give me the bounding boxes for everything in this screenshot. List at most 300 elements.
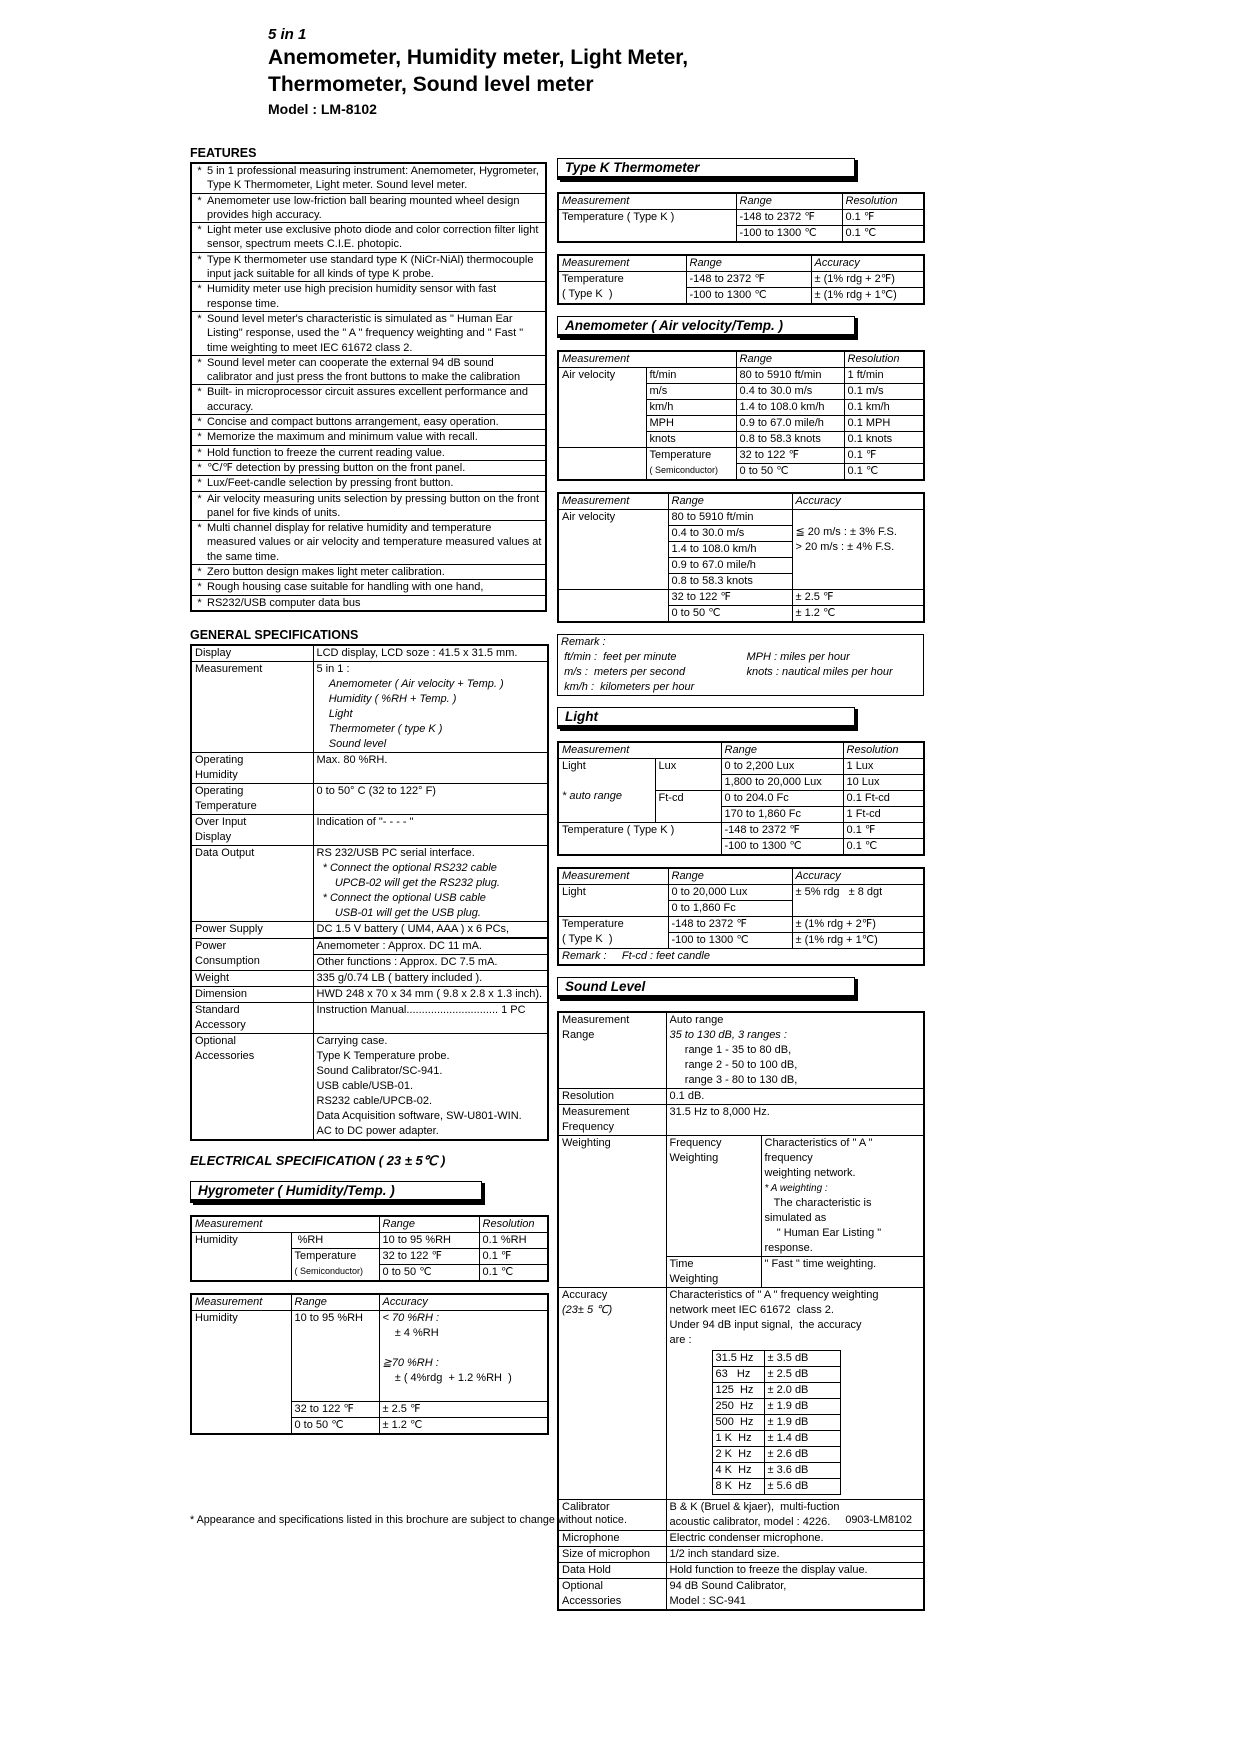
text-line: Temperature xyxy=(562,918,624,930)
table-cell xyxy=(655,759,721,791)
feature-item xyxy=(192,384,545,414)
table-cell xyxy=(844,400,924,416)
table-row xyxy=(558,448,924,464)
table-row xyxy=(558,1563,924,1579)
table-cell xyxy=(379,1417,548,1434)
text-line: Accuracy xyxy=(795,870,841,882)
text-line: ± (1% rdg + 2℉) xyxy=(795,918,876,930)
table-cell xyxy=(646,432,736,448)
text-line: Anemometer : Approx. DC 11 mA. xyxy=(316,939,482,952)
text-line: -148 to 2372 ℉ xyxy=(724,824,800,836)
table-row xyxy=(191,1310,548,1401)
table-cell xyxy=(712,1431,764,1447)
text-line: 0.1 ℉ xyxy=(845,211,875,223)
text-line: Thermometer ( type K ) xyxy=(316,722,443,735)
text-line: MPH xyxy=(649,417,674,429)
text-line: Accuracy xyxy=(795,495,841,507)
table-cell xyxy=(736,384,844,400)
table-cell xyxy=(191,645,313,662)
table-row xyxy=(191,1033,548,1140)
text-line: Range xyxy=(671,870,704,882)
text-line: 0 to 50° C (32 to 122° F) xyxy=(316,784,436,797)
text-line: 0 to 1,860 Fc xyxy=(671,902,736,914)
text-line: HWD 248 x 70 x 34 mm ( 9.8 x 2.8 x 1.3 inch). xyxy=(316,987,543,1000)
feature-item xyxy=(192,222,545,252)
table-cell xyxy=(379,1216,479,1233)
table-row xyxy=(712,1479,840,1495)
feature-text: Light meter use exclusive photo diode and color correction filter light sensor, spectrum meets C.I.E. photopic. xyxy=(207,224,539,251)
text-line: 5 in 1 : xyxy=(316,662,350,675)
text-line: Weight xyxy=(195,971,230,984)
feature-item xyxy=(192,355,545,385)
table-cell xyxy=(668,606,792,623)
table-cell xyxy=(712,1383,764,1399)
feature-text: Concise and compact buttons arrangement, easy operation. xyxy=(207,416,499,429)
table-cell xyxy=(843,823,924,839)
text-line: ( Type K ) xyxy=(562,288,613,300)
table-cell xyxy=(736,416,844,432)
table-cell xyxy=(313,845,548,921)
table-cell xyxy=(313,954,548,970)
text-line: LCD display, LCD soze : 41.5 x 31.5 mm. xyxy=(316,646,518,659)
table-cell xyxy=(792,933,924,949)
anemometer-accuracy-table xyxy=(557,492,925,623)
table-cell xyxy=(558,742,721,759)
feature-bullet: * xyxy=(197,165,202,177)
text-line: Temperature ( Type K ) xyxy=(562,211,675,223)
text-line: 1.4 to 108.0 km/h xyxy=(739,401,825,413)
table-cell xyxy=(666,1547,924,1563)
table-cell xyxy=(668,574,792,590)
table-cell xyxy=(686,288,811,305)
text-line: Light xyxy=(562,886,586,898)
table-cell xyxy=(792,590,924,606)
table-cell xyxy=(379,1264,479,1281)
text-line: ± 1.4 dB xyxy=(767,1432,809,1444)
table-cell xyxy=(736,226,842,243)
feature-bullet: * xyxy=(197,386,202,399)
table-cell xyxy=(291,1248,379,1281)
table-cell xyxy=(843,742,924,759)
page-footer xyxy=(190,1514,912,1526)
feature-bullet: * xyxy=(197,253,202,266)
left-column xyxy=(190,146,547,1446)
text-line: Temperature xyxy=(649,449,712,461)
text-line: ( Type K ) xyxy=(562,933,613,945)
text-line: ± 5.6 dB xyxy=(767,1480,809,1492)
text-line: 0 to 204.0 Fc xyxy=(724,792,789,804)
table-cell xyxy=(479,1264,548,1281)
table-cell xyxy=(842,193,924,210)
feature-text: Type K thermometer use standard type K (NiCr-NiAl) thermocouple input jack suitable for all kinds of type K probe. xyxy=(207,253,534,281)
text-line: 32 to 122 ℉ xyxy=(382,1249,442,1262)
footer-note: * Appearance and specifications listed in this brochure are subject to change without notice. xyxy=(190,1514,627,1526)
text-line: RS232 cable/UPCB-02. xyxy=(316,1094,433,1107)
table-cell xyxy=(668,933,792,949)
table-cell xyxy=(668,558,792,574)
table-cell xyxy=(558,823,721,856)
table-row xyxy=(558,1547,924,1563)
text-line: 0.1 ℃ xyxy=(482,1265,514,1278)
text-line: knots : nautical miles per hour xyxy=(746,666,893,678)
text-line: 31.5 Hz xyxy=(715,1352,754,1364)
table-row xyxy=(558,680,924,696)
text-line: Sound level xyxy=(316,737,387,750)
feature-item xyxy=(192,595,545,610)
table-cell xyxy=(668,542,792,558)
text-line: ± (1% rdg + 1℃) xyxy=(795,934,878,946)
table-cell xyxy=(191,783,313,814)
feature-bullet: * xyxy=(197,477,202,490)
text-line: Humidity xyxy=(195,1233,238,1246)
table-cell xyxy=(666,1579,924,1611)
text-line: Resolution xyxy=(845,195,898,207)
text-line: network meet IEC 61672 class 2. xyxy=(669,1304,834,1316)
text-line: ( Semiconductor) xyxy=(649,465,719,475)
table-cell xyxy=(558,868,668,885)
table-cell xyxy=(313,986,548,1002)
table-row xyxy=(558,665,924,680)
table-row xyxy=(558,759,924,775)
feature-bullet: * xyxy=(197,522,202,535)
text-line: Measurement xyxy=(562,1014,630,1026)
table-row xyxy=(558,272,924,288)
table-cell xyxy=(313,752,548,783)
text-line: Ft-cd xyxy=(658,792,684,804)
table-cell xyxy=(764,1447,840,1463)
text-line: (23± 5 ℃) xyxy=(562,1304,613,1316)
table-cell xyxy=(191,1232,291,1281)
text-line: 32 to 122 ℉ xyxy=(671,591,731,603)
text-line: Optional xyxy=(195,1034,236,1047)
feature-text: Rough housing case suitable for handling with one hand, xyxy=(207,581,484,594)
feature-bullet: * xyxy=(197,312,202,325)
table-cell xyxy=(558,759,655,823)
table-row xyxy=(558,1288,924,1500)
table-cell xyxy=(191,938,313,970)
table-row xyxy=(191,661,548,752)
text-line: USB-01 will get the USB plug. xyxy=(316,906,481,919)
text-line: %RH xyxy=(294,1233,324,1246)
text-line: km/h : kilometers per hour xyxy=(561,681,695,693)
electrical-spec-heading: ELECTRICAL SPECIFICATION ( 23 ± 5℃ ) xyxy=(190,1152,446,1168)
text-line: B & K (Bruel & kjaer), multi-fuction xyxy=(669,1501,840,1513)
text-line: ± 2.5 ℉ xyxy=(795,591,834,603)
text-line: 0 to 50 ℃ xyxy=(382,1265,432,1278)
features-heading: FEATURES xyxy=(190,146,257,160)
anemometer-remark-wrap xyxy=(557,634,926,696)
table-cell xyxy=(668,510,792,526)
table-cell xyxy=(558,917,668,949)
text-line: Calibrator xyxy=(562,1501,610,1513)
text-line: ft/min xyxy=(649,369,677,381)
text-line xyxy=(796,510,921,525)
table-row xyxy=(558,193,924,210)
table-row xyxy=(191,1002,548,1033)
table-row xyxy=(558,1012,924,1089)
table-cell xyxy=(191,1216,379,1233)
table-cell xyxy=(646,448,736,481)
anemometer-resolution-table-wrap xyxy=(557,350,926,481)
text-line: Display xyxy=(195,830,232,843)
table-row xyxy=(558,885,924,901)
table-cell xyxy=(721,823,843,839)
text-line: ± 1.9 dB xyxy=(767,1400,809,1412)
text-line: Measurement xyxy=(562,744,630,756)
table-row xyxy=(712,1447,840,1463)
table-cell xyxy=(666,1136,761,1257)
thermometer-resolution-table-wrap xyxy=(557,192,926,243)
table-cell xyxy=(843,839,924,856)
table-cell xyxy=(666,1105,924,1136)
text-line: Measurement xyxy=(195,1217,263,1230)
table-cell xyxy=(191,1310,291,1434)
text-line: km/h xyxy=(649,401,674,413)
text-line: 0 to 50 ℃ xyxy=(294,1418,344,1431)
table-cell xyxy=(736,351,844,368)
table-cell xyxy=(558,272,686,305)
text-line: ± 2.5 dB xyxy=(767,1368,809,1380)
table-cell xyxy=(792,606,924,623)
light-accuracy-table-wrap xyxy=(557,867,926,966)
table-cell xyxy=(764,1431,840,1447)
table-row xyxy=(558,510,924,526)
text-line: Sound Calibrator/SC-941. xyxy=(316,1064,443,1077)
table-row xyxy=(558,823,924,839)
table-cell xyxy=(736,193,842,210)
table-cell xyxy=(291,1294,379,1311)
table-row xyxy=(191,783,548,814)
table-cell xyxy=(313,783,548,814)
text-line: Air velocity xyxy=(562,511,616,523)
table-cell xyxy=(558,493,668,510)
text-line: MPH : miles per hour xyxy=(746,651,850,663)
table-cell xyxy=(843,775,924,791)
table-cell xyxy=(191,1002,313,1033)
table-cell xyxy=(558,665,744,680)
text-line: Measurement xyxy=(562,495,630,507)
feature-bullet: * xyxy=(197,194,202,207)
table-cell xyxy=(721,759,843,775)
table-cell xyxy=(666,1288,924,1500)
text-line: ± (1% rdg + 1℃) xyxy=(814,289,897,301)
table-row xyxy=(558,590,924,606)
table-cell xyxy=(811,288,924,305)
table-row xyxy=(191,752,548,783)
text-line: USB cable/USB-01. xyxy=(316,1079,414,1092)
feature-text: Built- in microprocessor circuit assures excellent performance and accuracy. xyxy=(207,386,528,413)
text-line: 0.8 to 58.3 knots xyxy=(671,575,753,587)
table-row xyxy=(558,255,924,272)
table-cell xyxy=(191,986,313,1002)
text-line: Over Input xyxy=(195,815,247,828)
table-cell xyxy=(291,1401,379,1417)
text-line: ( Semiconductor) xyxy=(294,1265,364,1276)
feature-item xyxy=(192,579,545,594)
text-line: 0.4 to 30.0 m/s xyxy=(671,527,745,539)
table-cell xyxy=(668,590,792,606)
table-cell xyxy=(668,917,792,933)
text-line: Resolution xyxy=(482,1217,535,1230)
table-cell xyxy=(712,1351,764,1367)
table-cell xyxy=(764,1415,840,1431)
text-line: " Human Ear Listing " response. xyxy=(764,1227,885,1254)
table-cell xyxy=(668,885,792,901)
light-resolution-table xyxy=(557,741,925,856)
anemometer-resolution-table xyxy=(557,350,925,481)
table-row xyxy=(558,1136,924,1257)
feature-item xyxy=(192,491,545,521)
feature-item xyxy=(192,445,545,460)
table-cell xyxy=(558,510,668,590)
general-specifications-table xyxy=(190,644,549,1141)
table-cell xyxy=(668,493,792,510)
text-line: 250 Hz xyxy=(715,1400,754,1412)
text-line: -148 to 2372 ℉ xyxy=(671,918,747,930)
table-cell xyxy=(712,1399,764,1415)
text-line: -100 to 1300 ℃ xyxy=(671,934,749,946)
table-cell xyxy=(191,921,313,938)
table-cell xyxy=(666,1257,761,1288)
text-line: 0 to 20,000 Lux xyxy=(671,886,748,898)
text-line: Other functions : Approx. DC 7.5 mA. xyxy=(316,955,498,968)
text-line: Auto range xyxy=(669,1014,724,1026)
table-cell xyxy=(744,650,924,665)
product-title-line2: Thermometer, Sound level meter xyxy=(268,73,594,96)
footer-doc-code: 0903-LM8102 xyxy=(845,1514,912,1526)
table-cell xyxy=(668,526,792,542)
feature-bullet: * xyxy=(197,283,202,296)
table-cell xyxy=(191,845,313,921)
table-cell xyxy=(655,791,721,823)
text-line: Measurement xyxy=(562,1106,630,1118)
table-cell xyxy=(761,1136,924,1257)
section-header-sound-level: Sound Level xyxy=(557,977,855,999)
table-row xyxy=(712,1463,840,1479)
table-cell xyxy=(558,210,736,243)
text-line: Measurement xyxy=(195,662,263,675)
table-cell xyxy=(479,1232,548,1248)
text-line: 125 Hz xyxy=(715,1384,754,1396)
text-line xyxy=(383,1341,545,1356)
text-line: Range xyxy=(294,1295,327,1308)
table-cell xyxy=(646,368,736,384)
text-line: 1 Lux xyxy=(846,760,874,772)
text-line: Accessories xyxy=(195,1049,255,1062)
feature-text: Sound level meter can cooperate the external 94 dB sound calibrator and just press the front buttons to make the calibration xyxy=(207,356,521,384)
text-line: 0.1 ℉ xyxy=(482,1249,512,1262)
text-line: Indication of "- - - - " xyxy=(316,815,414,828)
text-line: Measurement xyxy=(562,257,630,269)
text-line: 0.1 ℃ xyxy=(846,840,878,852)
section-header-light: Light xyxy=(557,707,855,729)
table-cell xyxy=(558,1547,666,1563)
feature-text: Humidity meter use high precision humidity sensor with fast response time. xyxy=(207,283,497,310)
text-line: Temperature xyxy=(195,799,257,812)
text-line: 94 dB Sound Calibrator, xyxy=(669,1580,787,1592)
table-row xyxy=(558,210,924,226)
text-line: 10 Lux xyxy=(846,776,880,788)
table-cell xyxy=(558,193,736,210)
text-line: 1,800 to 20,000 Lux xyxy=(724,776,822,788)
table-cell xyxy=(558,368,646,448)
text-line: weighting network. xyxy=(764,1167,856,1179)
feature-bullet: * xyxy=(197,416,202,429)
text-line: ± 1.2 ℃ xyxy=(795,607,836,619)
feature-text: Sound level meter's characteristic is simulated as " Human Ear Listing" response, used the " A " frequency weighting and " Fast " time weighting to meet IEC 61672 class 2. xyxy=(207,312,524,354)
text-line: ± 3.5 dB xyxy=(767,1352,809,1364)
table-row xyxy=(558,1531,924,1547)
text-line: 10 to 95 %RH xyxy=(294,1311,363,1324)
table-row xyxy=(191,921,548,937)
text-line: Range xyxy=(739,195,772,207)
text-line: Dimension xyxy=(195,987,247,1000)
text-line: 0.1 knots xyxy=(847,433,893,445)
table-cell xyxy=(764,1463,840,1479)
right-column xyxy=(557,158,926,1622)
text-line: Resolution xyxy=(562,1090,614,1102)
table-cell xyxy=(191,814,313,845)
table-cell xyxy=(313,938,548,954)
hygrometer-resolution-table xyxy=(190,1215,549,1282)
thermometer-accuracy-table xyxy=(557,254,925,305)
table-cell xyxy=(313,661,548,752)
text-line: Light xyxy=(562,760,586,772)
text-line: ≦ 20 m/s : ± 3% F.S. xyxy=(795,526,897,538)
section-header-anemometer: Anemometer ( Air velocity/Temp. ) xyxy=(557,316,855,338)
feature-text: ℃/℉ detection by pressing button on the front panel. xyxy=(207,461,466,474)
text-line: 0.9 to 67.0 mile/h xyxy=(739,417,824,429)
table-cell xyxy=(844,432,924,448)
text-line: Standard xyxy=(195,1003,240,1016)
text-line xyxy=(562,590,665,605)
table-cell xyxy=(712,1463,764,1479)
table-cell xyxy=(844,416,924,432)
table-cell xyxy=(721,839,843,856)
feature-text: Lux/Feet-candle selection by pressing front button. xyxy=(207,477,454,490)
text-line: Measurement xyxy=(562,870,630,882)
table-row xyxy=(558,351,924,368)
text-line: Power xyxy=(195,939,227,952)
table-cell xyxy=(792,493,924,510)
table-cell xyxy=(721,807,843,823)
text-line: Temperature xyxy=(562,273,624,285)
text-line: 335 g/0.74 LB ( battery included ). xyxy=(316,971,483,984)
table-cell xyxy=(792,868,924,885)
feature-item xyxy=(192,193,545,223)
feature-bullet: * xyxy=(197,461,202,474)
table-row xyxy=(191,1294,548,1311)
document-header xyxy=(268,26,688,117)
text-line: Measurement xyxy=(562,353,630,365)
table-cell xyxy=(558,949,924,966)
table-cell xyxy=(558,1089,666,1105)
feature-item xyxy=(192,252,545,282)
text-line: Measurement xyxy=(562,195,630,207)
text-line: Temperature xyxy=(294,1249,357,1262)
section-header-hygrometer: Hygrometer ( Humidity/Temp. ) xyxy=(190,1181,482,1203)
text-line xyxy=(562,448,643,463)
text-line: Characteristics of " A " frequency xyxy=(764,1137,876,1164)
table-cell xyxy=(668,901,792,917)
table-row xyxy=(558,1105,924,1136)
text-line: Time xyxy=(669,1258,694,1270)
features-list xyxy=(190,162,547,612)
table-cell xyxy=(792,885,924,917)
table-cell xyxy=(811,272,924,288)
text-line: Range xyxy=(689,257,722,269)
product-model: Model : LM-8102 xyxy=(268,101,377,117)
